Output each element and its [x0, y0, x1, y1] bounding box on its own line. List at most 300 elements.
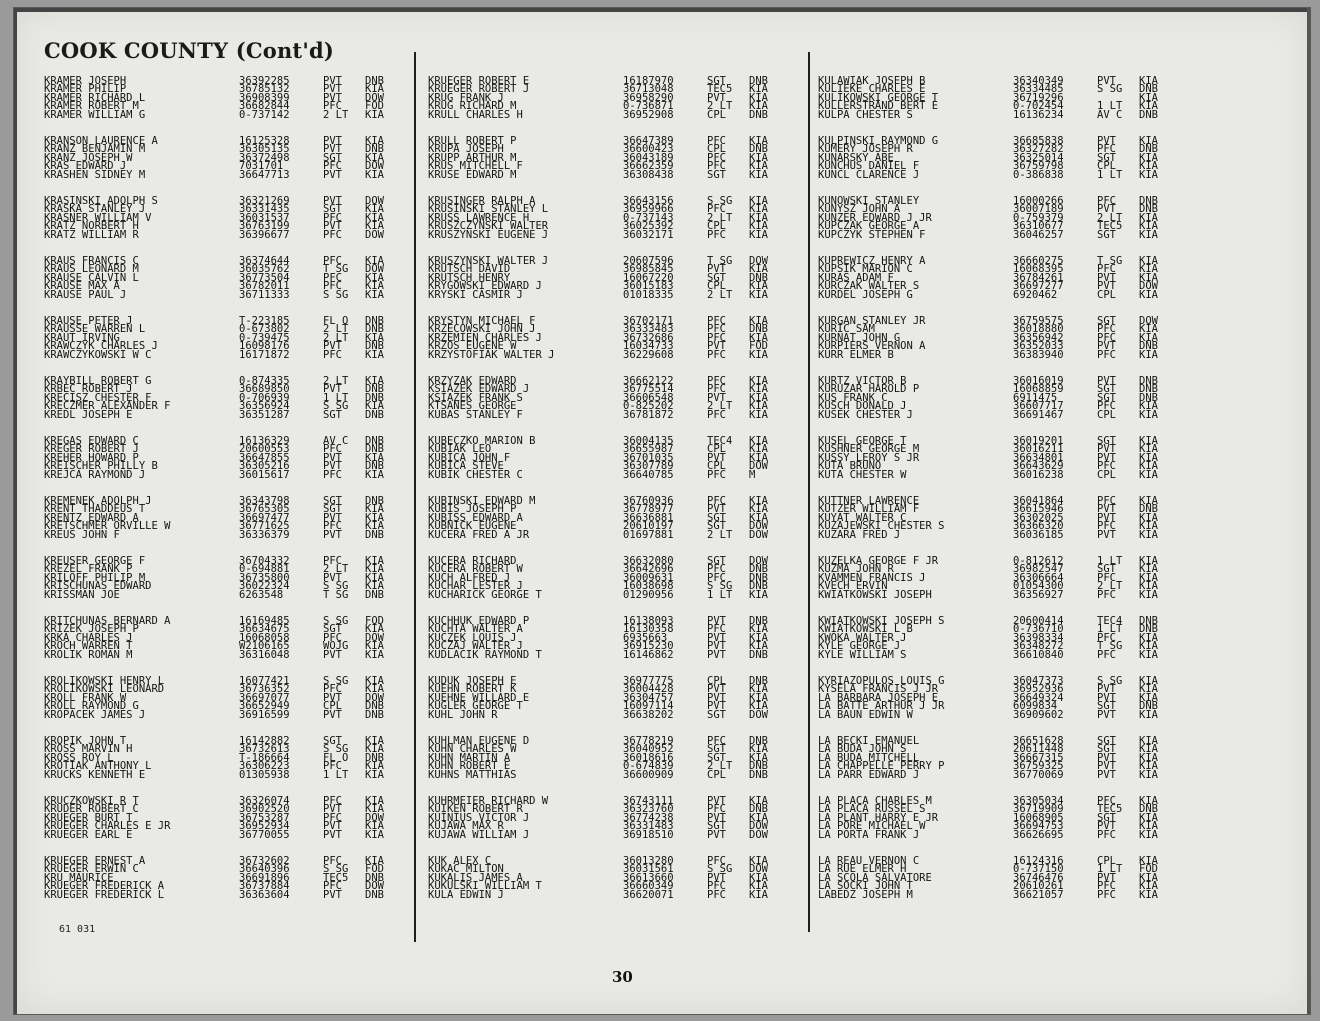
entry-rank: SGT	[323, 151, 342, 164]
entry-rank: SGT	[1097, 391, 1116, 404]
entry-serial: 36691467	[1013, 408, 1064, 421]
entry-rank: PVT	[323, 803, 342, 816]
entry-status: DNB	[365, 528, 384, 541]
entry-status: KIA	[365, 503, 384, 516]
entry-rank: 2 LT	[323, 331, 349, 344]
entry-serial: 36704332	[239, 554, 290, 567]
entry-serial: 36691896	[239, 871, 290, 884]
entry-status: KIA	[749, 794, 768, 807]
entry-name: KUSCH DONALD J	[818, 400, 907, 413]
entry-rank: PVT	[707, 828, 726, 841]
entry-rank: PFC	[1097, 648, 1116, 661]
entry-status: KIA	[365, 374, 384, 387]
entry-name: KRUEGER FREDERICK L	[44, 888, 165, 901]
entry-rank: PFC	[323, 468, 342, 481]
entry-status: KIA	[749, 751, 768, 764]
roster-entry	[44, 528, 409, 541]
entry-serial: 36694753	[1013, 820, 1064, 833]
entry-name: KUCHARICK GEORGE T	[428, 588, 542, 601]
entry-status: DOW	[749, 460, 768, 473]
entry-status: KIA	[365, 683, 384, 696]
entry-serial: 36773504	[239, 271, 290, 284]
entry-rank: SGT	[1097, 563, 1116, 576]
entry-status: KIA	[1139, 134, 1158, 147]
entry-status: KIA	[365, 580, 384, 593]
entry-name: KURTZ VICTOR B	[818, 374, 907, 387]
entry-rank: PFC	[323, 228, 342, 241]
entry-serial: 36031561	[623, 863, 674, 876]
entry-serial: 36019201	[1013, 434, 1064, 447]
entry-name: KRUEGER ERNEST A	[44, 854, 146, 867]
entry-name: KUHLMAN EUGENE D	[428, 734, 530, 747]
entry-serial: 36689850	[239, 383, 290, 396]
entry-status: DOW	[749, 820, 768, 833]
entry-status: DNB	[365, 888, 384, 901]
entry-serial: 36662122	[623, 374, 674, 387]
entry-rank: PVT	[707, 451, 726, 464]
entry-rank: PVT	[1097, 768, 1116, 781]
entry-name: KUTA BRUNO	[818, 460, 882, 473]
entry-rank: AV C	[1097, 108, 1123, 121]
entry-status: KIA	[365, 151, 384, 164]
entry-serial: 0-739475	[239, 331, 290, 344]
entry-name: KYSELA FRANCIS J JR	[818, 683, 939, 696]
roster-group	[44, 314, 409, 361]
entry-rank: PVT	[323, 383, 342, 396]
entry-status: KIA	[365, 674, 384, 687]
entry-rank: PVT	[323, 83, 342, 96]
entry-name: KUCZEK LOUIS J	[428, 631, 517, 644]
entry-serial: 36649324	[1013, 691, 1064, 704]
entry-rank: S SG	[323, 743, 349, 756]
entry-status: KIA	[1139, 400, 1158, 413]
entry-rank: TEC4	[707, 434, 733, 447]
entry-status: DNB	[749, 674, 768, 687]
entry-serial: 36977775	[623, 674, 674, 687]
entry-rank: PVT	[1097, 340, 1116, 353]
roster-group	[44, 494, 409, 541]
entry-status: KIA	[749, 503, 768, 516]
entry-serial: 16068859	[1013, 383, 1064, 396]
entry-status: KIA	[365, 734, 384, 747]
entry-status: KIA	[365, 288, 384, 301]
entry-rank: PVT	[1097, 271, 1116, 284]
entry-rank: PFC	[1097, 794, 1116, 807]
entry-name: LABEDZ JOSEPH M	[818, 888, 913, 901]
entry-serial: 6099834	[1013, 700, 1058, 713]
entry-status: KIA	[1139, 760, 1158, 773]
entry-rank: PFC	[1097, 348, 1116, 361]
entry-name: KRUEGER FREDERICK A	[44, 880, 165, 893]
entry-name: KREJCA RAYMOND J	[44, 468, 146, 481]
entry-status: KIA	[1139, 588, 1158, 601]
roster-entry	[44, 588, 409, 601]
entry-name: KUHL JOHN R	[428, 708, 498, 721]
entry-serial: 0-737150	[1013, 863, 1064, 876]
entry-serial: 7031701	[239, 160, 284, 173]
entry-serial: 36383940	[1013, 348, 1064, 361]
entry-rank: PVT	[323, 451, 342, 464]
entry-serial: 36902520	[239, 803, 290, 816]
entry-serial: 0-673802	[239, 323, 290, 336]
entry-name: KRUS MITCHELL F	[428, 160, 523, 173]
entry-name: KREMENEK ADOLPH J	[44, 494, 152, 507]
roster-group	[818, 674, 1198, 721]
entry-status: DNB	[749, 323, 768, 336]
entry-name: KUEHNE WILLARD E	[428, 691, 530, 704]
entry-name: KRAMER WILLIAM G	[44, 108, 146, 121]
entry-rank: S SG	[323, 863, 349, 876]
roster-entry	[428, 108, 803, 121]
entry-status: DNB	[749, 734, 768, 747]
entry-name: KUKALIS JAMES A	[428, 871, 523, 884]
entry-serial: 36229608	[623, 348, 674, 361]
entry-name: KUCERA ROBERT W	[428, 563, 523, 576]
entry-name: KRUEGER EARL E	[44, 828, 133, 841]
entry-rank: SGT	[707, 168, 726, 181]
entry-rank: PVT	[323, 820, 342, 833]
entry-status: KIA	[749, 383, 768, 396]
entry-serial: 36640785	[623, 468, 674, 481]
entry-rank: CPL	[707, 220, 726, 233]
roster-group	[428, 854, 803, 901]
entry-name: KWIATKOWSKI JOSEPH S	[818, 614, 945, 627]
entry-rank: PVT	[707, 391, 726, 404]
entry-serial: 16068905	[1013, 811, 1064, 824]
entry-serial: W2106165	[239, 640, 290, 653]
entry-name: KUBIS JOSEPH P	[428, 503, 517, 516]
entry-status: KIA	[365, 134, 384, 147]
entry-name: KRISSMAN JOE	[44, 588, 120, 601]
entry-rank: SGT	[323, 408, 342, 421]
entry-name: LA PORTA FRANK J	[818, 828, 920, 841]
entry-status: KIA	[1139, 443, 1158, 456]
entry-serial: 36336379	[239, 528, 290, 541]
entry-serial: 36760936	[623, 494, 674, 507]
entry-serial: 36652949	[239, 700, 290, 713]
entry-serial: 36753287	[239, 811, 290, 824]
roster-group	[44, 554, 409, 601]
entry-serial: 36323760	[623, 803, 674, 816]
entry-status: DNB	[749, 571, 768, 584]
roster-group	[428, 434, 803, 481]
entry-name: KRUTSCH DAVID	[428, 263, 511, 276]
entry-serial: 36352033	[1013, 340, 1064, 353]
entry-status: KIA	[749, 280, 768, 293]
entry-status: KIA	[749, 640, 768, 653]
entry-name: KUSSY LEROY S JR	[818, 451, 920, 464]
entry-status: KIA	[749, 211, 768, 224]
entry-rank: 1 LT	[323, 768, 349, 781]
entry-status: KIA	[1139, 460, 1158, 473]
entry-name: LA SCOLA SALVATORE	[818, 871, 932, 884]
entry-rank: PFC	[707, 160, 726, 173]
entry-rank: TEC4	[1097, 614, 1123, 627]
entry-name: KYLE GEORGE J	[818, 640, 901, 653]
entry-serial: 36647713	[239, 168, 290, 181]
entry-rank: SGT	[323, 503, 342, 516]
entry-name: KUMERY JOSEPH R	[818, 143, 913, 156]
entry-status: DNB	[1139, 83, 1158, 96]
entry-rank: PFC	[323, 794, 342, 807]
entry-status: KIA	[749, 391, 768, 404]
entry-status: KIA	[749, 511, 768, 524]
entry-name: KUCHHUK EDWARD P	[428, 614, 530, 627]
entry-name: KUINIUS VICTOR J	[428, 811, 530, 824]
roster-column-2	[428, 77, 803, 917]
entry-name: KULPINSKI RAYMOND G	[818, 134, 939, 147]
entry-name: KROLIK ROMAN M	[44, 648, 133, 661]
entry-name: KRU MAURICE	[44, 871, 114, 884]
entry-status: DNB	[365, 323, 384, 336]
roster-group	[44, 734, 409, 781]
entry-serial: 36647389	[623, 134, 674, 147]
entry-serial: T-186664	[239, 751, 290, 764]
entry-serial: 36746476	[1013, 871, 1064, 884]
entry-rank: PFC	[707, 803, 726, 816]
roster-entry	[428, 708, 803, 721]
entry-status: KIA	[1139, 691, 1158, 704]
entry-rank: PFC	[323, 554, 342, 567]
entry-rank: PFC	[707, 331, 726, 344]
entry-status: KIA	[749, 434, 768, 447]
roster-entry	[44, 348, 409, 361]
entry-serial: 16125328	[239, 134, 290, 147]
entry-name: KUHN CHARLES W	[428, 743, 517, 756]
entry-rank: PFC	[323, 520, 342, 533]
page-number: 30	[612, 968, 633, 986]
roster-group	[44, 77, 409, 119]
entry-serial: 36685838	[1013, 134, 1064, 147]
entry-status: KIA	[1139, 751, 1158, 764]
roster-group	[428, 374, 803, 421]
entry-serial: 16067220	[623, 271, 674, 284]
entry-rank: PFC	[1097, 571, 1116, 584]
entry-status: KIA	[749, 743, 768, 756]
entry-rank: PFC	[323, 100, 342, 113]
entry-status: KIA	[1139, 511, 1158, 524]
roster-entry	[818, 888, 1198, 901]
entry-rank: S SG	[323, 614, 349, 627]
entry-name: KURGAN STANLEY JR	[818, 314, 926, 327]
entry-rank: PFC	[707, 383, 726, 396]
entry-rank: CPL	[1097, 854, 1116, 867]
roster-group	[818, 134, 1198, 181]
entry-serial: 36333483	[623, 323, 674, 336]
entry-name: KWOKA WALTER J	[818, 631, 907, 644]
entry-status: KIA	[749, 100, 768, 113]
entry-name: KRUSZCZYNSKI WALTER	[428, 220, 549, 233]
entry-name: KUPREWICZ HENRY A	[818, 254, 926, 267]
entry-serial: 36765305	[239, 503, 290, 516]
entry-rank: 2 LT	[707, 288, 733, 301]
entry-name: KROPACEK JAMES J	[44, 708, 146, 721]
entry-name: KRASHEN SIDNEY M	[44, 168, 146, 181]
entry-serial: 20611448	[1013, 743, 1064, 756]
entry-serial: 6935663	[623, 631, 668, 644]
entry-status: KIA	[365, 743, 384, 756]
entry-serial: 36016019	[1013, 374, 1064, 387]
entry-rank: PFC	[323, 271, 342, 284]
entry-name: LA PLACA CHARLES M	[818, 794, 932, 807]
entry-name: KREUS JOHN F	[44, 528, 120, 541]
entry-name: KRITCHUNAS BERNARD A	[44, 614, 171, 627]
entry-rank: PVT	[707, 91, 726, 104]
entry-rank: PVT	[707, 648, 726, 661]
entry-serial: 16097114	[623, 700, 674, 713]
entry-rank: PVT	[707, 640, 726, 653]
entry-serial: 36763199	[239, 220, 290, 233]
entry-status: KIA	[365, 400, 384, 413]
entry-status: DNB	[365, 75, 384, 87]
entry-serial: 36719909	[1013, 803, 1064, 816]
roster-group	[818, 254, 1198, 301]
entry-name: KRUSINGER RALPH A	[428, 194, 536, 207]
entry-rank: SGT	[1097, 228, 1116, 241]
entry-rank: PVT	[1097, 75, 1116, 87]
entry-serial: 16000266	[1013, 194, 1064, 207]
entry-name: KRUSZYNSKI EUGENE J	[428, 228, 549, 241]
entry-rank: 1 LT	[1097, 100, 1123, 113]
entry-rank: SGT	[1097, 734, 1116, 747]
entry-name: KUJAWA WILLIAM J	[428, 828, 530, 841]
entry-name: KREUSER GEORGE F	[44, 554, 146, 567]
entry-name: KROPIK JOHN T	[44, 734, 127, 747]
roster-group	[818, 494, 1198, 541]
entry-serial: 36321269	[239, 194, 290, 207]
entry-serial: 36351287	[239, 408, 290, 421]
entry-rank: T SG	[1097, 640, 1123, 653]
entry-rank: SGT	[1097, 383, 1116, 396]
entry-status: KIA	[1139, 254, 1158, 267]
entry-serial: 36031537	[239, 211, 290, 224]
entry-serial: 16138093	[623, 614, 674, 627]
entry-status: FOD	[365, 100, 384, 113]
entry-status: KIA	[749, 854, 768, 867]
entry-serial: 36662359	[623, 160, 674, 173]
roster-group	[818, 374, 1198, 421]
roster-group	[818, 314, 1198, 361]
entry-rank: PFC	[1097, 888, 1116, 901]
entry-status: DNB	[365, 391, 384, 404]
roster-group	[818, 194, 1198, 241]
entry-rank: S SG	[707, 580, 733, 593]
entry-name: KYLE WILLIAM S	[818, 648, 907, 661]
entry-status: KIA	[365, 820, 384, 833]
entry-serial: 36958290	[623, 91, 674, 104]
entry-status: KIA	[365, 648, 384, 661]
entry-status: KIA	[1139, 683, 1158, 696]
entry-rank: PFC	[707, 888, 726, 901]
entry-rank: PFC	[707, 134, 726, 147]
entry-name: KUZELKA GEORGE F JR	[818, 554, 939, 567]
entry-rank: SGT	[1097, 151, 1116, 164]
entry-serial: 20610261	[1013, 880, 1064, 893]
entry-status: KIA	[1139, 468, 1158, 481]
entry-name: KUTTNER LAWRENCE	[818, 494, 920, 507]
roster-entry	[818, 828, 1198, 841]
entry-rank: PVT	[323, 220, 342, 233]
entry-status: DOW	[749, 863, 768, 876]
entry-name: KRUG RICHARD M	[428, 100, 517, 113]
entry-rank: S SG	[323, 580, 349, 593]
entry-name: LA BAUN EDWIN W	[818, 708, 913, 721]
entry-serial: 36036185	[1013, 528, 1064, 541]
entry-rank: CPL	[707, 674, 726, 687]
entry-serial: 36325014	[1013, 151, 1064, 164]
entry-serial: 16142882	[239, 734, 290, 747]
entry-rank: PVT	[323, 134, 342, 147]
entry-name: KRUPP ARTHUR M	[428, 151, 517, 164]
entry-status: DNB	[365, 408, 384, 421]
entry-serial: 0-694881	[239, 563, 290, 576]
entry-status: KIA	[749, 888, 768, 901]
roster-group	[428, 134, 803, 181]
entry-status: DOW	[365, 194, 384, 207]
entry-serial: 36304757	[623, 691, 674, 704]
entry-name: KUTZER WILLIAM F	[818, 503, 920, 516]
entry-status: KIA	[749, 811, 768, 824]
entry-status: KIA	[749, 494, 768, 507]
entry-name: KREZEL FRANK P	[44, 563, 133, 576]
entry-name: KUBISS EDWARD A	[428, 511, 523, 524]
entry-rank: PVT	[323, 168, 342, 181]
entry-name: KUBINSKI EDWARD M	[428, 494, 536, 507]
entry-serial: 36735800	[239, 571, 290, 584]
entry-name: KRANSON LAURENCE A	[44, 134, 158, 147]
entry-status: DNB	[749, 75, 768, 87]
entry-name: KRYSTYN MICHAEL F	[428, 314, 536, 327]
entry-name: KUSEK CHESTER J	[818, 408, 913, 421]
entry-serial: 36016238	[1013, 468, 1064, 481]
entry-status: KIA	[749, 228, 768, 241]
entry-status: KIA	[365, 83, 384, 96]
entry-rank: 1 LT	[323, 391, 349, 404]
entry-status: DNB	[1139, 803, 1158, 816]
entry-name: KULIKOWSKI GEORGE T	[818, 91, 939, 104]
entry-rank: PVT	[323, 75, 342, 87]
entry-serial: 16077421	[239, 674, 290, 687]
entry-rank: PFC	[1097, 143, 1116, 156]
entry-rank: PVT	[323, 648, 342, 661]
scan-edge-right	[1307, 8, 1310, 1014]
entry-rank: PFC	[707, 563, 726, 576]
entry-rank: SGT	[1097, 434, 1116, 447]
entry-name: KURPIERS VERNON A	[818, 340, 926, 353]
entry-status: KIA	[365, 451, 384, 464]
entry-serial: 36009631	[623, 571, 674, 584]
entry-serial: 36640396	[239, 863, 290, 876]
entry-rank: PVT	[707, 871, 726, 884]
entry-serial: 16187970	[623, 75, 674, 87]
entry-rank: S SG	[323, 288, 349, 301]
entry-rank: PFC	[323, 631, 342, 644]
entry-serial: 36016211	[1013, 443, 1064, 456]
entry-serial: 36785132	[239, 83, 290, 96]
roster-entry	[428, 408, 803, 421]
entry-status: KIA	[1139, 100, 1158, 113]
entry-status: DNB	[365, 751, 384, 764]
entry-rank: SGT	[707, 511, 726, 524]
entry-status: KIA	[1139, 820, 1158, 833]
entry-serial: 36047373	[1013, 674, 1064, 687]
entry-serial: 36015183	[623, 280, 674, 293]
entry-serial: 36732602	[239, 854, 290, 867]
entry-status: KIA	[1139, 854, 1158, 867]
roster-entry	[818, 588, 1198, 601]
roster-entry	[818, 468, 1198, 481]
roster-entry	[44, 708, 409, 721]
